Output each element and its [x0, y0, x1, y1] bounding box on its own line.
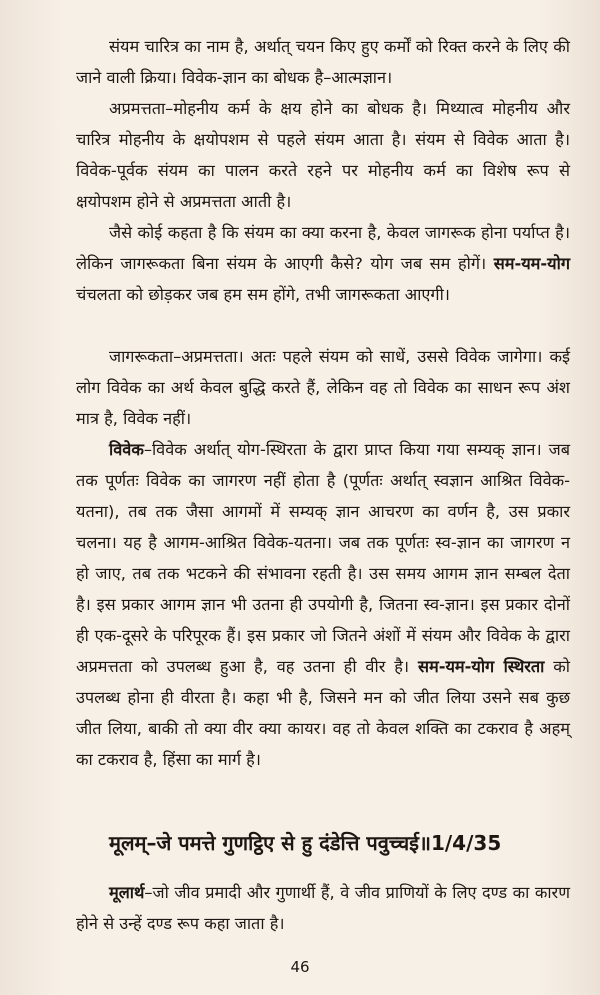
sutra-heading: मूलम्–जे पमत्ते गुणट्ठिए से हु दंडेत्ति पवुच्चई॥1/4/35	[109, 831, 502, 855]
paragraph-5-text-before: –विवेक अर्थात् योग-स्थिरता के द्वारा प्राप्त किया गया सम्यक् ज्ञान। जब तक पूर्णतः विवेक का जागरण नहीं होता है (पूर्णतः अर्थात् स्वज्ञान आश्रित विवेक-यतना), तब तक जैसा आगमों में सम्यक् ज्ञान आचरण का वर्णन है, उस प्रकार चलना। यह है आगम-आश्रित विवेक-यतना। जब तक पूर्णतः स्व-ज्ञान का जागरण न हो जाए, तब तक भटकने की संभावना रहती है। उस समय आगम ज्ञान सम्बल देता है। इस प्रकार आगम ज्ञान भी उतना ही उपयोगी है, जितना स्व-ज्ञान। इस प्रकार दोनों ही एक-दूसरे के परिपूरक हैं। इस प्रकार जो जितने अंशों में संयम और विवेक के द्वारा अप्रमत्तता को उपलब्ध हुआ है, वह उतना ही वीर है।	[76, 440, 570, 676]
meaning-bold-label: मूलार्थ	[109, 883, 145, 902]
paragraph-3-text-after: चंचलता को छोड़कर जब हम सम होंगे, तभी जागरूकता आएगी।	[76, 285, 450, 304]
paragraph-5-bold-heading: विवेक	[109, 440, 144, 459]
paragraph-5	[76, 434, 570, 806]
meaning-paragraph	[76, 877, 570, 939]
paragraph-1	[76, 31, 570, 93]
paragraph-4	[76, 341, 570, 434]
meaning-body: –जो जीव प्रमादी और गुणार्थी हैं, वे जीव प्राणियों के लिए दण्ड का कारण होने से उन्हें दण्ड रूप कहा जाता है।	[76, 883, 570, 933]
paragraph-3-text	[76, 217, 570, 310]
paragraph-3-bold-term: सम-यम-योग	[493, 254, 570, 273]
paragraph-5-text	[76, 434, 570, 775]
meaning-text	[76, 877, 570, 939]
paragraph-2-text: अप्रमत्तता–मोहनीय कर्म के क्षय होने का बोधक है। मिथ्यात्व मोहनीय और चारित्र मोहनीय के क्षयोपशम से पहले संयम आता है। संयम से विवेक आता है। विवेक-पूर्वक संयम का पालन करते रहने पर मोहनीय कर्म का विशेष रूप से क्षयोपशम होने से अप्रमत्तता आती है।	[76, 99, 570, 211]
paragraph-5-text-after: को उपलब्ध होना ही वीरता है। कहा भी है, जिसने मन को जीत लिया उसने सब कुछ जीत लिया, बाकी तो क्या वीर क्या कायर। वह तो केवल शक्ति का टकराव है अहम् का टकराव है, हिंसा का मार्ग है।	[76, 657, 571, 769]
paragraph-3	[76, 217, 570, 341]
paragraph-2	[76, 93, 570, 217]
paragraph-1-text: संयम चारित्र का नाम है, अर्थात् चयन किए हुए कर्मों को रिक्त करने के लिए की जाने वाली क्रिया। विवेक-ज्ञान का बोधक है–आत्मज्ञान।	[76, 37, 570, 87]
paragraph-4-text: जागरूकता–अप्रमत्तता। अतः पहले संयम को साधें, उससे विवेक जागेगा। कई लोग विवेक का अर्थ केवल बुद्धि करते हैं, लेकिन वह तो विवेक का साधन रूप अंश मात्र है, विवेक नहीं।	[76, 347, 570, 428]
paragraph-3-text-before: जैसे कोई कहता है कि संयम का क्या करना है, केवल जागरूक होना पर्याप्त है। लेकिन जागरूकता बिना संयम के आएगी कैसे? योग जब सम होगें।	[76, 223, 570, 273]
paragraph-5-bold-term: सम-यम-योग स्थिरता	[417, 657, 545, 676]
page-number: 46	[290, 958, 310, 976]
